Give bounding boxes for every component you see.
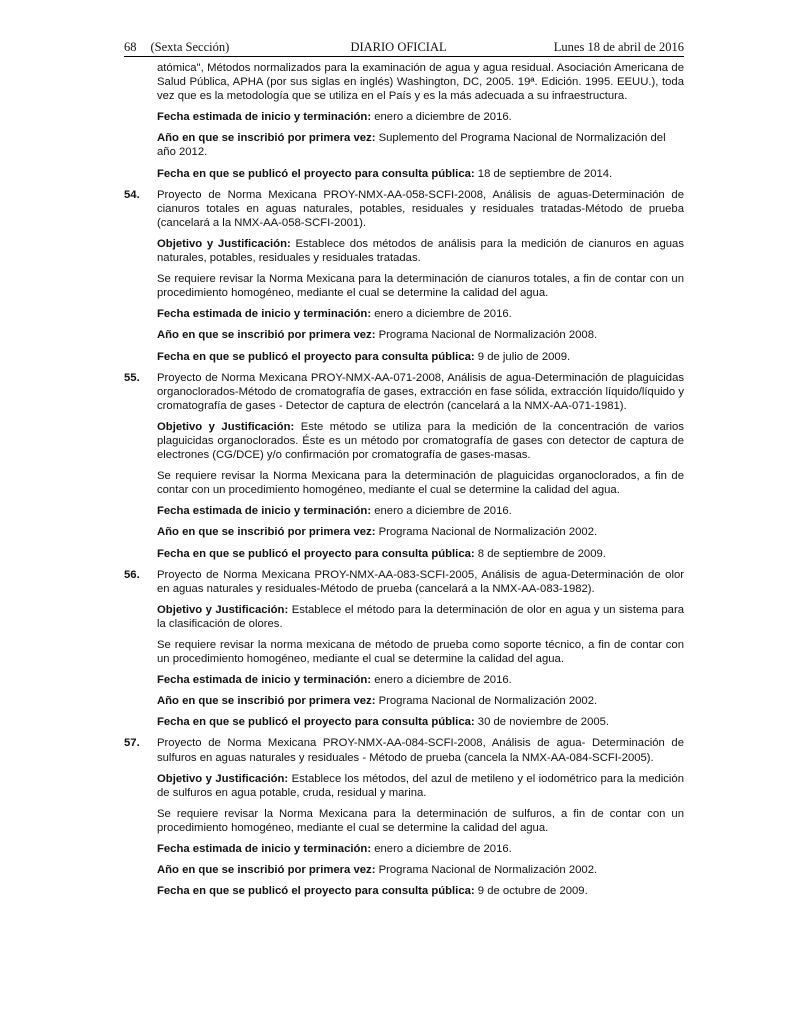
item-fecha-publicacion bbox=[157, 547, 684, 561]
item-fecha-inicio bbox=[157, 842, 684, 856]
item-fecha-publicacion bbox=[157, 715, 684, 729]
item-title: Proyecto de Norma Mexicana PROY-NMX-AA-071-2008, Análisis de agua-Determinación de plaguicidas organoclorados-Método de cromatografía de gases, extracción en fase sólida, extracción líquido/líquido y cromatografía de gases - Detector de captura de electrón (cancelará a la NMX-AA-071-1981). bbox=[157, 371, 684, 412]
field-label: Fecha en que se publicó el proyecto para consulta pública: bbox=[157, 167, 475, 180]
item-anio-inscripcion bbox=[157, 328, 684, 342]
field-value: 8 de septiembre de 2009. bbox=[474, 547, 606, 560]
page-header bbox=[124, 40, 684, 57]
field-value: enero a diciembre de 2016. bbox=[371, 674, 512, 687]
field-value: Programa Nacional de Normalización 2008. bbox=[375, 329, 598, 342]
item-fecha-inicio bbox=[157, 307, 684, 321]
item-title: Proyecto de Norma Mexicana PROY-NMX-AA-084-SCFI-2008, Análisis de agua- Determinación de sulfuros en aguas naturales y residuales - Método de prueba (cancela la NMX-AA-084-SCFI-2005). bbox=[157, 737, 684, 764]
field-value: Programa Nacional de Normalización 2002. bbox=[375, 864, 598, 877]
norm-item-54 bbox=[124, 188, 684, 364]
field-value: 9 de julio de 2009. bbox=[474, 350, 571, 363]
document-page bbox=[124, 40, 684, 905]
item-title: Proyecto de Norma Mexicana PROY-NMX-AA-083-SCFI-2005, Análisis de agua-Determinación de olor en aguas naturales y residuales-Método de prueba (cancelará a la NMX-AA-083-1982). bbox=[157, 568, 684, 595]
field-value: Establece los métodos, del azul de metileno y el iodométrico para la medición de sulfuros en agua potable, cruda, residual y marina. bbox=[157, 772, 684, 799]
field-label: Fecha estimada de inicio y terminación: bbox=[157, 505, 372, 518]
item-number: 54. bbox=[124, 188, 140, 201]
field-value: Establece el método para la determinación de olor en agua y un sistema para la clasificación de olores. bbox=[157, 603, 685, 630]
field-label: Objetivo y Justificación: bbox=[157, 237, 291, 250]
field-label: Año en que se inscribió por primera vez: bbox=[157, 329, 376, 342]
field-value: enero a diciembre de 2016. bbox=[371, 111, 512, 124]
norm-item-55 bbox=[124, 371, 684, 561]
field-label: Fecha estimada de inicio y terminación: bbox=[157, 111, 372, 124]
field-label: Fecha en que se publicó el proyecto para consulta pública: bbox=[157, 350, 475, 363]
item-number: 56. bbox=[124, 568, 140, 581]
field-label: Fecha estimada de inicio y terminación: bbox=[157, 843, 372, 856]
continuation-anio-inscripcion bbox=[157, 131, 684, 159]
section-label: (Sexta Sección) bbox=[150, 40, 230, 54]
item-fecha-publicacion bbox=[157, 350, 684, 364]
field-value: Programa Nacional de Normalización 2002. bbox=[375, 695, 598, 708]
field-label: Fecha en que se publicó el proyecto para consulta pública: bbox=[157, 885, 475, 898]
item-objetivo bbox=[157, 603, 684, 631]
field-value: Establece dos métodos de análisis para la medición de cianuros en aguas naturales, potables, residuales y residuales tratadas. bbox=[157, 237, 684, 265]
field-label: Objetivo y Justificación: bbox=[157, 772, 289, 785]
field-label: Año en que se inscribió por primera vez: bbox=[157, 695, 376, 708]
field-value: Programa Nacional de Normalización 2002. bbox=[375, 526, 598, 539]
item-revision: Se requiere revisar la Norma Mexicana para la determinación de cianuros totales, a fin de contar con un procedimiento homogéneo, mediante el cual se determine la calidad del agua. bbox=[157, 273, 684, 300]
field-label: Año en que se inscribió por primera vez: bbox=[157, 526, 376, 539]
item-title: Proyecto de Norma Mexicana PROY-NMX-AA-058-SCFI-2008, Análisis de aguas-Determinación de cianuros totales en aguas naturales, potables, residuales y residuales tratadas-Método de prueba (cancelará a la NMX-AA-058-SCFI-2001). bbox=[157, 188, 684, 229]
item-objetivo bbox=[157, 772, 684, 800]
field-label: Objetivo y Justificación: bbox=[157, 420, 295, 433]
continuation-text: atómica", Métodos normalizados para la examinación de agua y agua residual. Asociación Americana de Salud Pública, APHA (por sus siglas en inglés) Washington, DC, 2005. 19ª. Edición. 1995. EEUU.), toda vez que es la metodología que se utiliza en el País y es la más adecuada a su infraestructura. bbox=[157, 62, 684, 103]
field-value: enero a diciembre de 2016. bbox=[371, 843, 512, 856]
issue-date: Lunes 18 de abril de 2016 bbox=[553, 40, 684, 54]
field-label: Fecha estimada de inicio y terminación: bbox=[157, 308, 372, 321]
item-objetivo bbox=[157, 237, 684, 265]
item-number: 55. bbox=[124, 371, 140, 384]
field-value: Este método se utiliza para la medición de la concentración de varios plaguicidas organoclorados. Éste es un método por cromatografía de gases con detector de captura de electrones (CG/DCE) y/o confirmación por cromatografía de gases-masas. bbox=[157, 420, 684, 462]
field-value: enero a diciembre de 2016. bbox=[371, 308, 512, 321]
field-label: Fecha estimada de inicio y terminación: bbox=[157, 674, 372, 687]
item-fecha-inicio bbox=[157, 673, 684, 687]
norm-item-57 bbox=[124, 736, 684, 898]
item-objetivo bbox=[157, 420, 684, 462]
continuation-fecha-inicio bbox=[157, 110, 684, 124]
field-label: Año en que se inscribió por primera vez: bbox=[157, 864, 376, 877]
item-revision: Se requiere revisar la norma mexicana de método de prueba como soporte técnico, a fin de contar con un procedimiento homogéneo, mediante el cual se determine la calidad del agua. bbox=[157, 639, 684, 666]
item-fecha-inicio bbox=[157, 504, 684, 518]
field-value: Suplemento del Programa Nacional de Normalización del año 2012. bbox=[157, 132, 666, 159]
item-fecha-publicacion bbox=[157, 884, 684, 898]
field-label: Fecha en que se publicó el proyecto para consulta pública: bbox=[157, 547, 475, 560]
field-label: Objetivo y Justificación: bbox=[157, 603, 289, 616]
document-body bbox=[124, 61, 684, 898]
publication-title: DIARIO OFICIAL bbox=[350, 40, 447, 54]
field-value: 18 de septiembre de 2014. bbox=[474, 167, 613, 180]
field-label: Año en que se inscribió por primera vez: bbox=[157, 132, 376, 145]
item-revision: Se requiere revisar la Norma Mexicana para la determinación de plaguicidas organoclorados, a fin de contar con un procedimiento homogéneo, mediante el cual se determine la calidad del agua. bbox=[157, 470, 684, 497]
page-number: 68 bbox=[124, 40, 137, 54]
field-value: 30 de noviembre de 2005. bbox=[474, 716, 610, 729]
header-left bbox=[124, 40, 243, 55]
field-label: Fecha en que se publicó el proyecto para consulta pública: bbox=[157, 716, 475, 729]
item-anio-inscripcion bbox=[157, 525, 684, 539]
item-anio-inscripcion bbox=[157, 694, 684, 708]
field-value: enero a diciembre de 2016. bbox=[371, 505, 512, 518]
item-number: 57. bbox=[124, 737, 140, 750]
field-value: 9 de octubre de 2009. bbox=[474, 885, 588, 898]
norm-item-56 bbox=[124, 568, 684, 730]
continuation-fecha-publicacion bbox=[157, 167, 684, 181]
item-anio-inscripcion bbox=[157, 863, 684, 877]
item-revision: Se requiere revisar la Norma Mexicana para la determinación de sulfuros, a fin de contar con un procedimiento homogéneo, mediante el cual se determine la calidad del agua. bbox=[157, 807, 684, 834]
